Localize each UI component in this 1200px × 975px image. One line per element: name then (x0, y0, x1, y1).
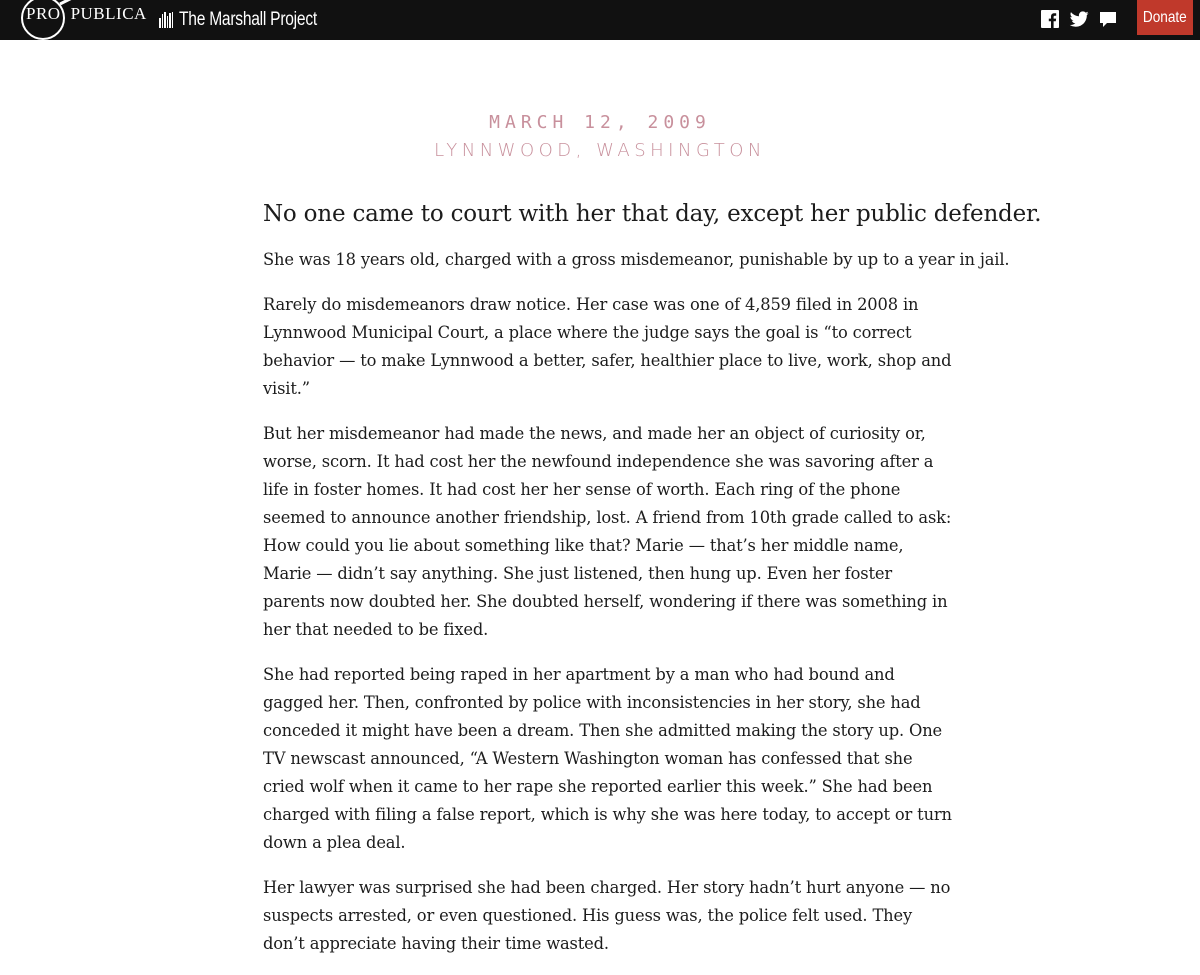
dateline-place: LYNNWOOD, WASHINGTON (434, 140, 766, 161)
facebook-icon[interactable] (1040, 9, 1060, 29)
article-body (263, 196, 1042, 975)
article-paragraph-2: Rarely do misdemeanors draw notice. Her case was one of 4,859 filed in 2008 in Lynnwood Municipal Court, a place where the judge says the goal is “to correct behavior — to make Lynnwood a better, safer, healthier place to live, work, shop and visit.” (263, 295, 952, 398)
propublica-word-left: PRO (26, 4, 61, 23)
dateline (0, 110, 1200, 164)
comment-icon[interactable] (1098, 9, 1118, 29)
marshall-bars-icon (159, 12, 174, 28)
propublica-wordmark (26, 4, 147, 24)
dateline-date: MARCH 12, 2009 (489, 112, 711, 133)
twitter-icon[interactable] (1069, 9, 1089, 29)
article-lede: No one came to court with her that day, except her public defender. (263, 201, 1042, 227)
donate-button[interactable] (1137, 0, 1193, 35)
top-bar (0, 0, 1200, 40)
article-paragraph-1: She was 18 years old, charged with a gross misdemeanor, punishable by up to a year in jail. (263, 250, 1010, 269)
article-paragraph-5: Her lawyer was surprised she had been charged. Her story hadn’t hurt anyone — no suspects arrested, or even questioned. His guess was, the police felt used. They don’t appreciate having their time wasted. (263, 878, 951, 953)
social-links (1040, 9, 1118, 29)
marshall-project-logo[interactable] (159, 8, 347, 32)
marshall-project-name: The Marshall Project (179, 9, 317, 30)
propublica-word-right: PUBLICA (70, 4, 147, 23)
donate-label: Donate (1143, 8, 1187, 26)
article-paragraph-4: She had reported being raped in her apartment by a man who had bound and gagged her. Then, confronted by police with inconsistencies in her story, she had conceded it might have been a dream. Then she admitted making the story up. One TV newscast announced, “A Western Washington woman has confessed that she cried wolf when it came to her rape she reported earlier this week.” She had been charged with filing a false report, which is why she was here today, to accept or turn down a plea deal. (263, 665, 952, 852)
propublica-logo[interactable] (20, 0, 147, 42)
article-paragraph-3: But her misdemeanor had made the news, and made her an object of curiosity or, worse, scorn. It had cost her the newfound independence she was savoring after a life in foster homes. It had cost her her sense of worth. Each ring of the phone seemed to announce another friendship, lost. A friend from 10th grade called to ask: How could you lie about something like that? Marie — that’s her middle name, Marie — didn’t say anything. She just listened, then hung up. Even her foster parents now doubted her. She doubted herself, wondering if there was something in her that needed to be fixed. (263, 424, 952, 639)
